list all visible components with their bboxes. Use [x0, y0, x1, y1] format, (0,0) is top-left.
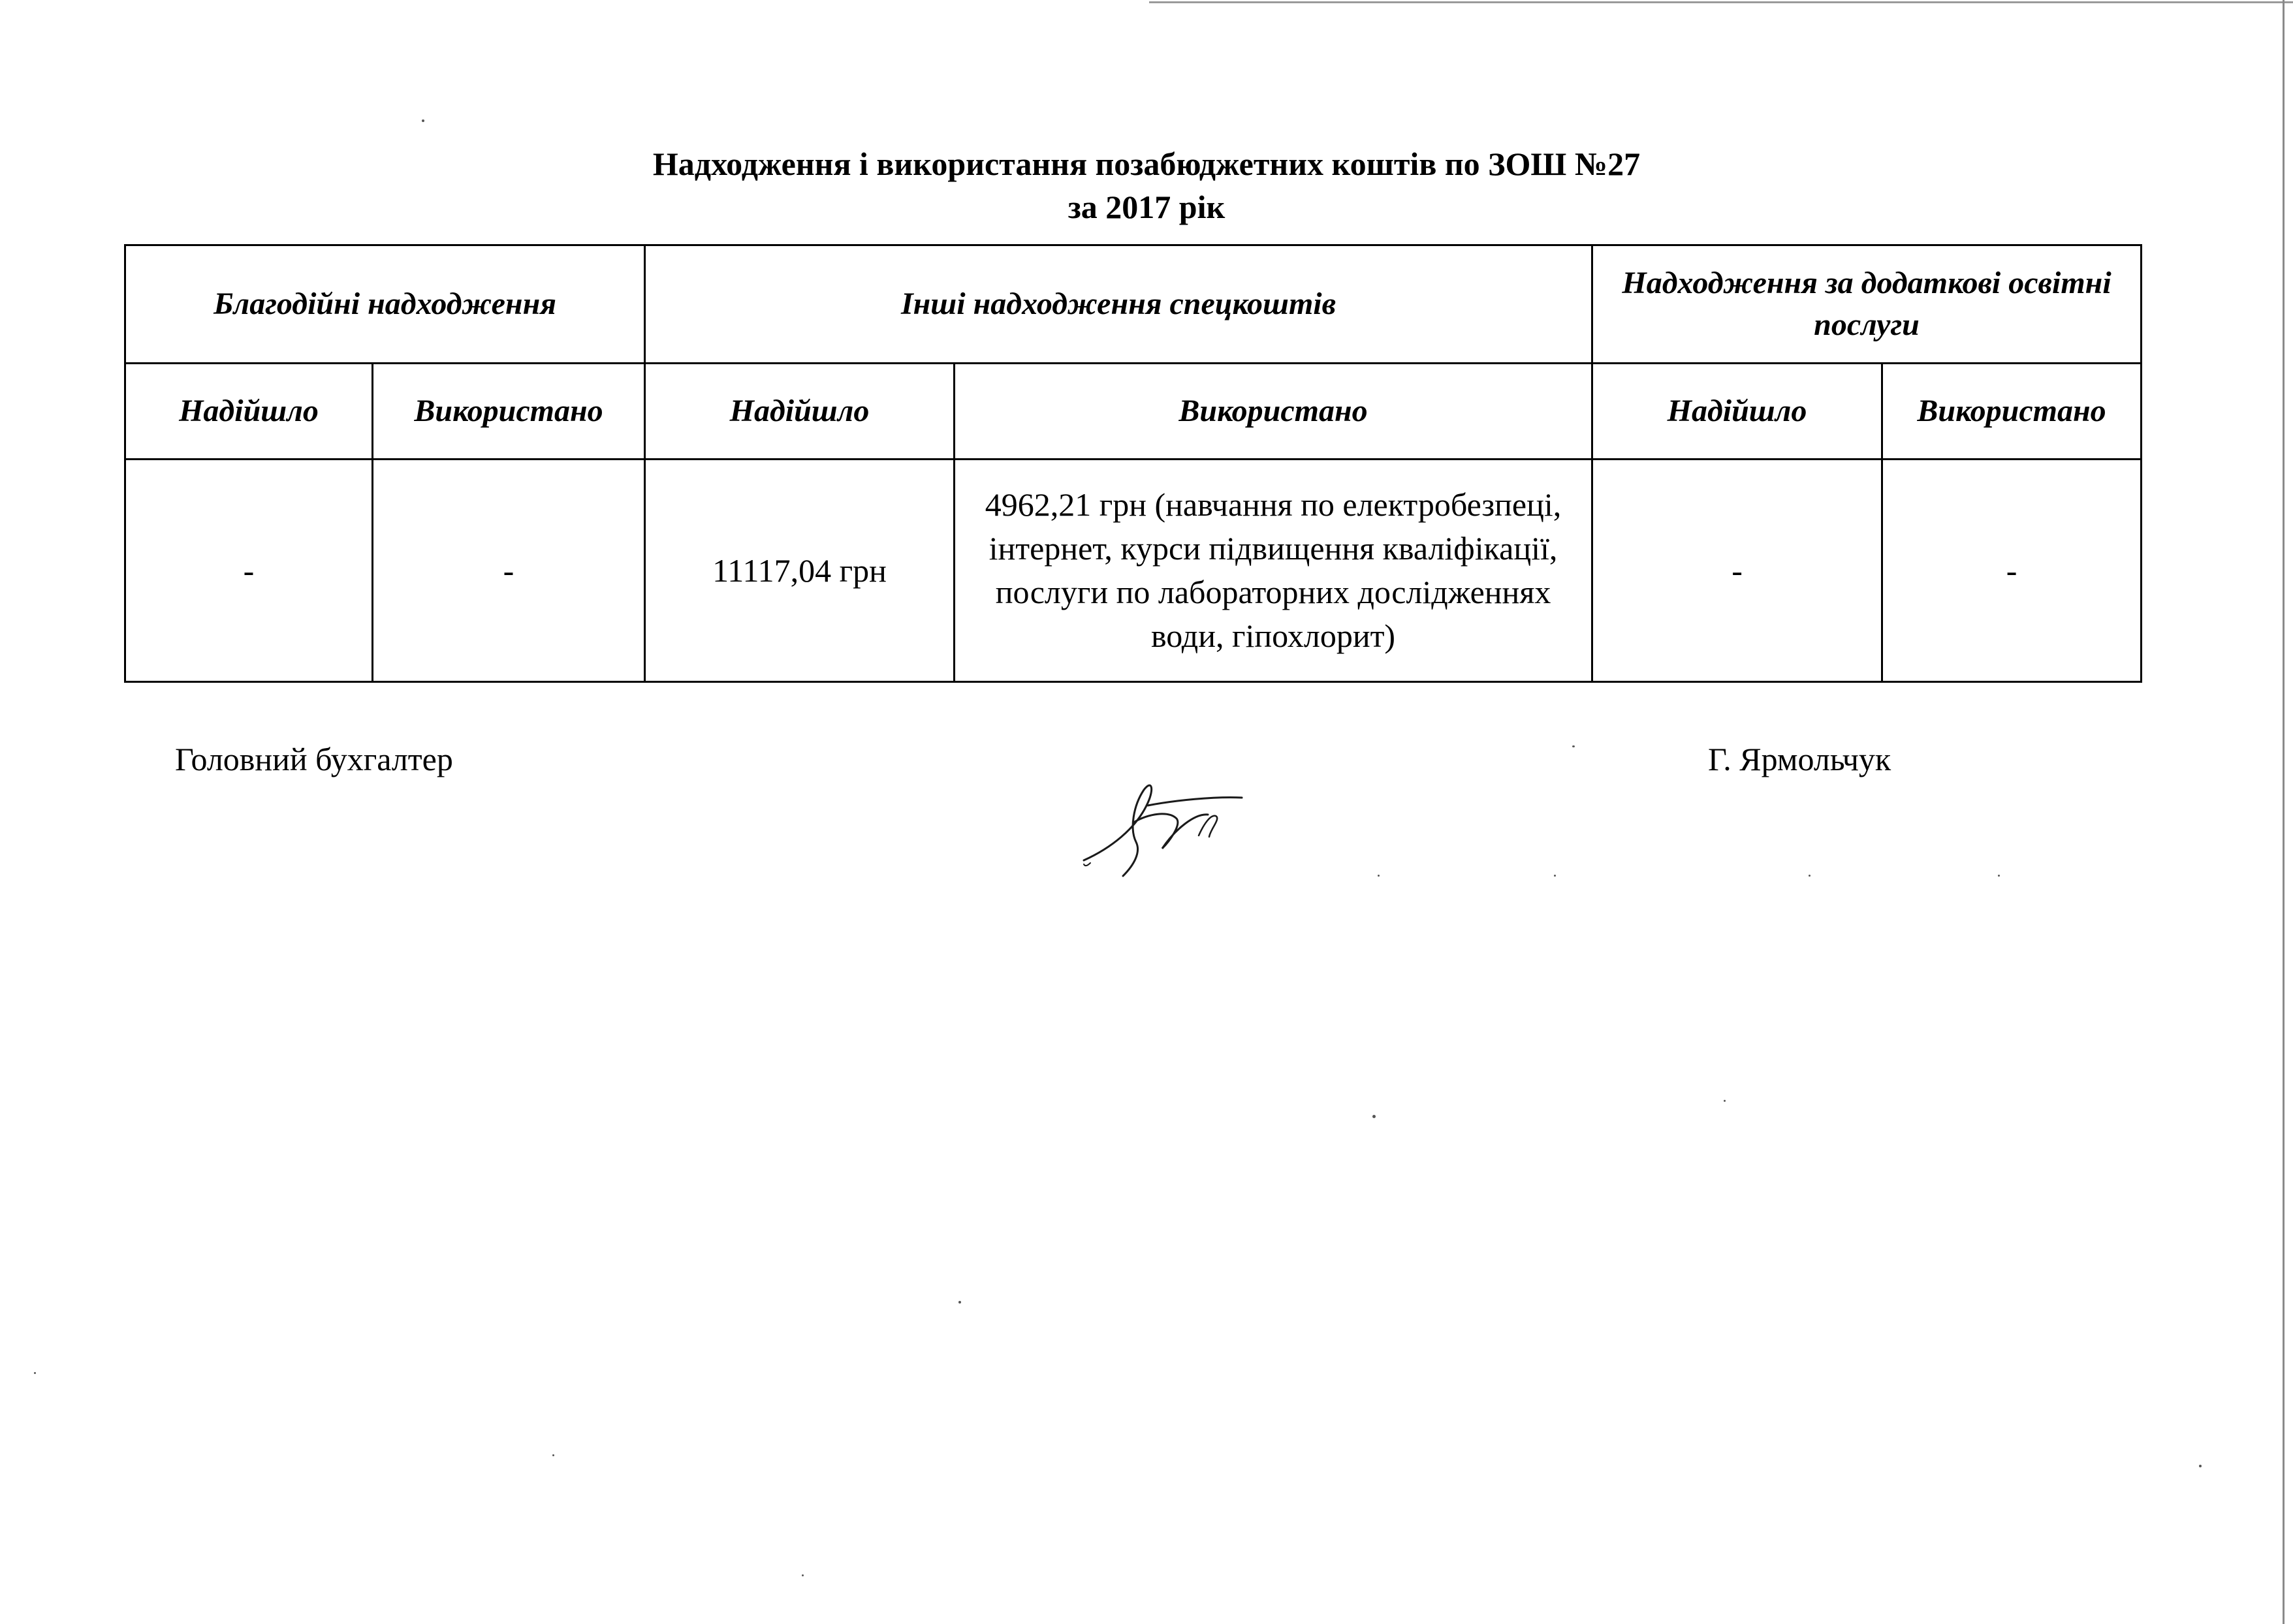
sub-header-row: [125, 364, 2142, 460]
group-header-charity: Благодійні надходження: [125, 245, 645, 364]
cell-special-received: 11117,04 грн: [645, 460, 955, 682]
sub-header-special-used: Використано: [955, 364, 1592, 460]
group-header-special-funds: Інші надходження спецкоштів: [645, 245, 1592, 364]
cell-services-received: -: [1592, 460, 1882, 682]
funds-table: [124, 244, 2142, 683]
signature-image: [1071, 751, 1306, 881]
title-line-1: Надходження і використання позабюджетних коштів по ЗОШ №27: [652, 146, 1641, 182]
title-line-2: за 2017 рік: [1067, 189, 1226, 225]
accountant-role: Головний бухгалтер: [175, 741, 453, 777]
table-row: [125, 460, 2142, 682]
sub-header-charity-used: Використано: [373, 364, 645, 460]
document-title: [0, 142, 2293, 228]
sub-header-services-received: Надійшло: [1592, 364, 1882, 460]
sub-header-services-used: Використано: [1882, 364, 2142, 460]
cell-charity-used: -: [373, 460, 645, 682]
accountant-name: Г. Ярмольчук: [1708, 741, 1891, 777]
cell-services-used: -: [1882, 460, 2142, 682]
group-header-extra-services: Надходження за додаткові освітні послуги: [1592, 245, 2142, 364]
scan-edge-right: [2283, 0, 2285, 1624]
cell-charity-received: -: [125, 460, 373, 682]
scan-edge-top: [1149, 1, 2293, 3]
sub-header-special-received: Надійшло: [645, 364, 955, 460]
sub-header-charity-received: Надійшло: [125, 364, 373, 460]
cell-special-used: 4962,21 грн (навчання по електробезпеці, інтернет, курси підвищення кваліфікації, послуги по лабораторних дослідженнях води, гіпохлорит): [955, 460, 1592, 682]
group-header-row: [125, 245, 2142, 364]
